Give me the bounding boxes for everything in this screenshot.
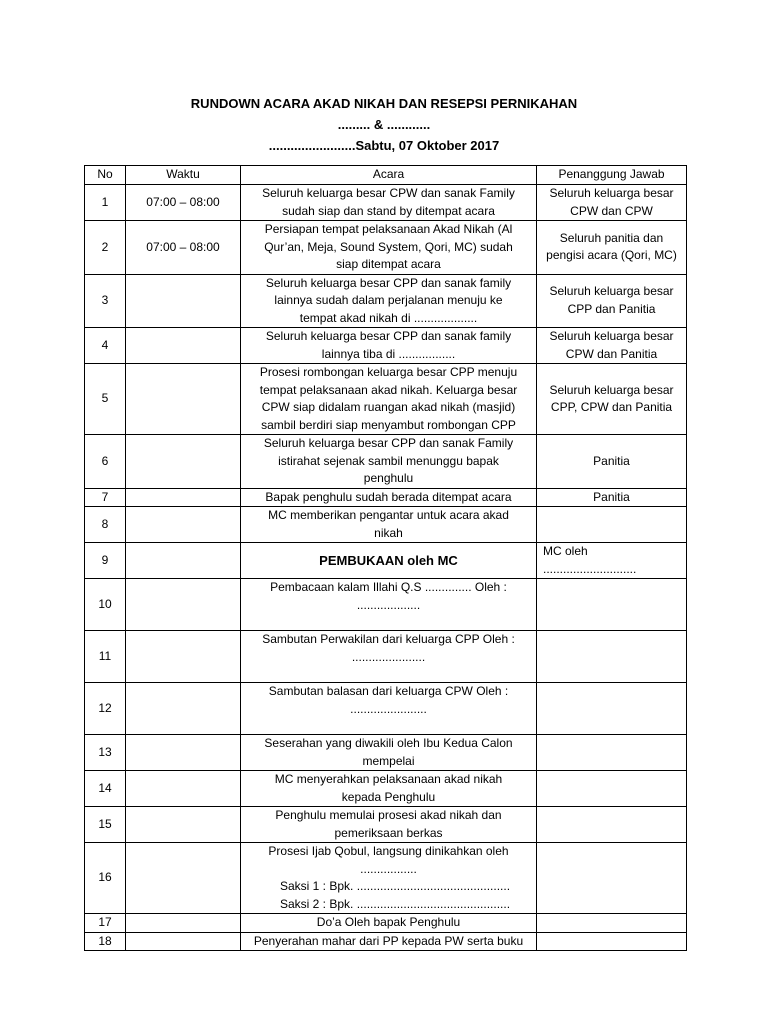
acara-line: sudah siap dan stand by ditempat acara [282, 203, 495, 218]
acara-line: Pembacaan kalam Illahi Q.S .............. Oleh : [270, 580, 507, 594]
table-row [85, 435, 687, 489]
column-header-penanggung-jawab: Penanggung Jawab [537, 166, 687, 185]
table-row [85, 771, 687, 807]
table-row [85, 185, 687, 221]
acara-line: MC menyerahkan pelaksanaan akad nikah [274, 772, 503, 786]
row-acara [241, 914, 537, 933]
acara-line: Seluruh keluarga besar CPW dan sanak Family [262, 186, 515, 200]
column-header-acara: Acara [241, 166, 537, 185]
row-waktu [126, 543, 241, 579]
row-number: 5 [85, 364, 126, 435]
row-number: 10 [85, 579, 126, 631]
row-penanggung-jawab [537, 843, 687, 914]
row-number: 1 [85, 185, 126, 221]
rundown-table [84, 165, 687, 951]
row-penanggung-jawab [537, 364, 687, 435]
row-acara [241, 328, 537, 364]
couple-names: ......... & ............ [337, 117, 431, 132]
row-waktu [126, 735, 241, 771]
event-date: ........................Sabtu, 07 Oktober 2017 [268, 138, 500, 153]
acara-line: MC memberikan pengantar untuk acara akad [268, 508, 509, 522]
row-acara [241, 435, 537, 489]
table-header-row [85, 166, 687, 185]
acara-line: Qur’an, Meja, Sound System, Qori, MC) sudah [264, 239, 513, 254]
acara-line: penghulu [363, 471, 414, 485]
row-waktu [126, 932, 241, 951]
row-number: 7 [85, 488, 126, 507]
pj-line: CPP dan Panitia [567, 301, 656, 316]
table-row [85, 843, 687, 914]
row-penanggung-jawab [537, 221, 687, 275]
row-waktu [126, 683, 241, 735]
table-row [85, 631, 687, 683]
acara-line: Seluruh keluarga besar CPP dan sanak family [265, 329, 512, 343]
pj-line: Seluruh keluarga besar [549, 186, 674, 200]
saksi-line: Saksi 2 : Bpk. .............................................. [280, 896, 511, 911]
column-header-waktu: Waktu [126, 166, 241, 185]
acara-line: Do’a Oleh bapak Penghulu [316, 915, 461, 929]
acara-line: mempelai [362, 753, 415, 768]
row-acara [241, 807, 537, 843]
row-acara [241, 185, 537, 221]
row-acara [241, 683, 537, 735]
table-row [85, 932, 687, 951]
row-number: 15 [85, 807, 126, 843]
row-waktu [126, 807, 241, 843]
acara-line: ...................... [351, 649, 426, 664]
row-penanggung-jawab [537, 507, 687, 543]
pj-line: CPP, CPW dan Panitia [550, 400, 673, 414]
row-acara [241, 507, 537, 543]
row-acara [241, 843, 537, 914]
row-acara [241, 364, 537, 435]
row-penanggung-jawab [537, 807, 687, 843]
pj-line: Seluruh keluarga besar [549, 284, 674, 299]
row-acara [241, 735, 537, 771]
acara-line: Sambutan balasan dari keluarga CPW Oleh : [268, 684, 509, 698]
acara-line: tempat akad nikah di ................... [299, 310, 478, 325]
row-number: 17 [85, 914, 126, 933]
row-number: 3 [85, 274, 126, 328]
acara-line: Seluruh keluarga besar CPP dan sanak family [265, 275, 512, 290]
row-acara [241, 488, 537, 507]
pj-line: pengisi acara (Qori, MC) [546, 248, 677, 263]
row-penanggung-jawab [537, 735, 687, 771]
row-waktu [126, 507, 241, 543]
row-waktu [126, 771, 241, 807]
table-row [85, 274, 687, 328]
row-waktu [126, 328, 241, 364]
row-number: 18 [85, 932, 126, 951]
table-row [85, 488, 687, 507]
row-acara [241, 274, 537, 328]
acara-line: istirahat sejenak sambil menunggu bapak [278, 453, 499, 468]
row-acara [241, 771, 537, 807]
row-waktu [126, 435, 241, 489]
acara-line: nikah [374, 525, 403, 540]
acara-line: Seluruh keluarga besar CPP dan sanak Family [263, 436, 514, 450]
acara-line: Penghulu memulai prosesi akad nikah dan [275, 808, 502, 822]
pj-line: Seluruh keluarga besar [549, 382, 674, 397]
acara-line: Persiapan tempat pelaksanaan Akad Nikah (Al [264, 222, 513, 236]
row-waktu [126, 579, 241, 631]
acara-line: Sambutan Perwakilan dari keluarga CPP Oleh : [262, 632, 515, 646]
row-number: 4 [85, 328, 126, 364]
row-penanggung-jawab [537, 771, 687, 807]
acara-line: lainnya tiba di ................. [321, 346, 456, 361]
row-penanggung-jawab [537, 932, 687, 951]
row-waktu [126, 631, 241, 683]
row-waktu [126, 274, 241, 328]
row-number: 9 [85, 543, 126, 579]
row-waktu [126, 488, 241, 507]
table-row [85, 735, 687, 771]
row-number: 13 [85, 735, 126, 771]
row-penanggung-jawab [537, 185, 687, 221]
acara-line: ................. [360, 861, 417, 876]
row-penanggung-jawab [537, 914, 687, 933]
acara-line: Seserahan yang diwakili oleh Ibu Kedua Calon [264, 736, 513, 750]
row-acara [241, 932, 537, 951]
pj-line: CPW dan CPW [570, 203, 653, 218]
pj-line: Panitia [593, 489, 630, 504]
table-row [85, 683, 687, 735]
table-row [85, 543, 687, 579]
acara-line: Prosesi Ijab Qobul, langsung dinikahkan oleh [268, 844, 509, 858]
row-waktu [126, 843, 241, 914]
row-number: 12 [85, 683, 126, 735]
row-penanggung-jawab [537, 274, 687, 328]
row-penanggung-jawab [537, 435, 687, 489]
row-waktu: 07:00 – 08:00 [126, 185, 241, 221]
row-penanggung-jawab [537, 488, 687, 507]
acara-line: kepada Penghulu [341, 789, 436, 804]
acara-line: ....................... [350, 701, 427, 716]
saksi-line: Saksi 1 : Bpk. .............................................. [280, 879, 511, 893]
acara-line: lainnya sudah dalam perjalanan menuju ke [274, 293, 503, 307]
acara-line: Prosesi rombongan keluarga besar CPP menuju [259, 365, 518, 379]
row-number: 11 [85, 631, 126, 683]
table-row [85, 328, 687, 364]
row-waktu: 07:00 – 08:00 [126, 221, 241, 275]
pj-line: Seluruh panitia dan [559, 230, 664, 245]
acara-line: tempat pelaksanaan akad nikah. Keluarga besar [259, 382, 518, 397]
table-row [85, 364, 687, 435]
row-number: 14 [85, 771, 126, 807]
row-waktu [126, 364, 241, 435]
acara-line: siap ditempat acara [336, 257, 441, 271]
acara-line: Bapak penghulu sudah berada ditempat acara [265, 489, 512, 504]
row-penanggung-jawab [537, 328, 687, 364]
table-body [85, 185, 687, 951]
pj-line: Panitia [593, 453, 630, 468]
row-waktu [126, 914, 241, 933]
row-acara [241, 579, 537, 631]
acara-line: sambil berdiri siap menyambut rombongan CPP [261, 417, 516, 432]
row-number: 16 [85, 843, 126, 914]
row-number: 6 [85, 435, 126, 489]
row-number: 8 [85, 507, 126, 543]
document-title: RUNDOWN ACARA AKAD NIKAH DAN RESEPSI PERNIKAHAN [190, 96, 578, 111]
row-penanggung-jawab [537, 631, 687, 683]
table-row [85, 807, 687, 843]
table-row [85, 221, 687, 275]
row-acara [241, 543, 537, 579]
pj-line: Seluruh keluarga besar [549, 329, 674, 343]
row-number: 2 [85, 221, 126, 275]
row-penanggung-jawab [537, 543, 687, 579]
acara-line: ................... [356, 597, 421, 612]
table-row [85, 507, 687, 543]
acara-line: pemeriksaan berkas [334, 825, 443, 840]
row-penanggung-jawab [537, 579, 687, 631]
pj-line: MC oleh ............................ [543, 544, 637, 576]
column-header-no: No [85, 166, 126, 185]
row-acara [241, 631, 537, 683]
acara-line: PEMBUKAAN oleh MC [319, 552, 458, 568]
document-header [0, 93, 768, 156]
acara-line: CPW siap didalam ruangan akad nikah (masjid) [261, 400, 516, 414]
row-penanggung-jawab [537, 683, 687, 735]
row-acara [241, 221, 537, 275]
table-row [85, 579, 687, 631]
table-row [85, 914, 687, 933]
pj-line: CPW dan Panitia [565, 346, 658, 361]
acara-line: Penyerahan mahar dari PP kepada PW serta buku [253, 933, 524, 948]
